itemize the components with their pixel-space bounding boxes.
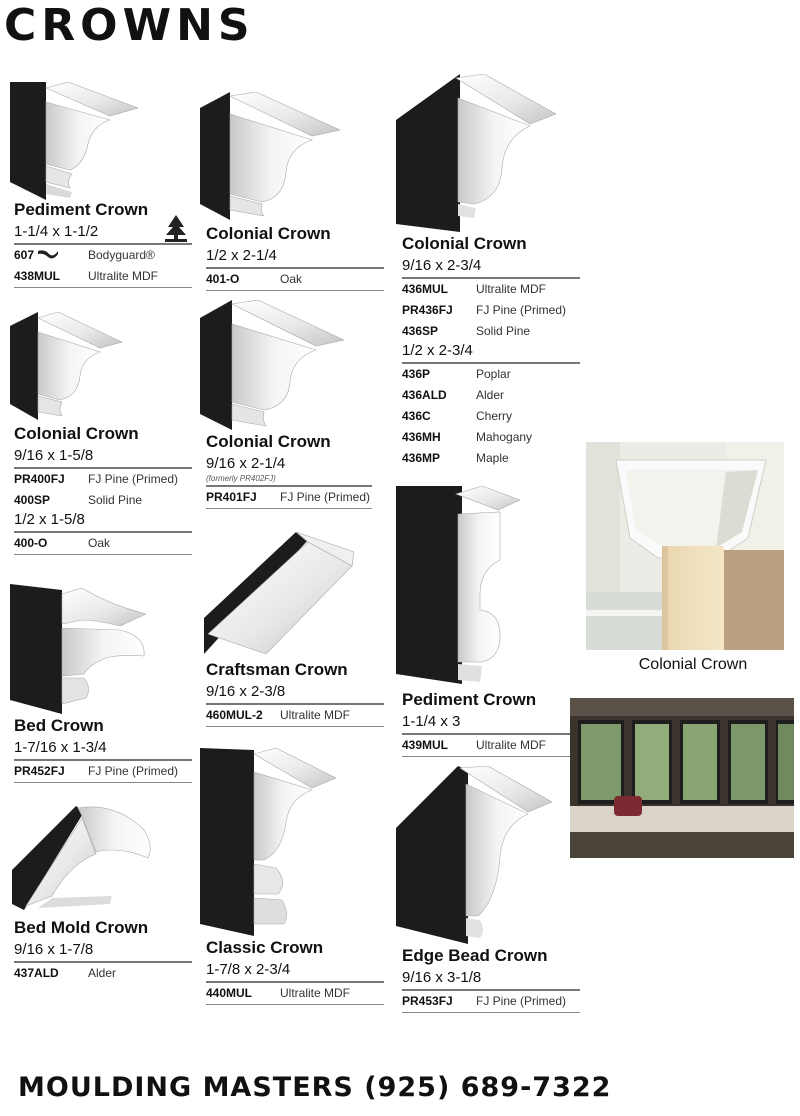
sku-code: 440MUL [206,986,253,1000]
sku-row [14,761,192,783]
sku-code: PR452FJ [14,764,65,778]
product-size: 9/16 x 3-1/8 [402,966,580,991]
sku-code: PR400FJ [14,472,65,486]
sku-material: Ultralite MDF [280,986,351,1000]
sku-material: FJ Pine (Primed) [88,764,179,778]
sku-code: 439MUL [402,738,449,752]
sku-material: Poplar [476,367,511,381]
sku-material: FJ Pine (Primed) [280,490,371,504]
sku-material: Ultralite MDF [280,708,351,722]
sku-material: Alder [88,966,117,980]
sku-row [402,364,580,385]
product-size: 9/16 x 2-3/8 [206,680,384,705]
sku-row [14,490,192,511]
product-note: (formerly PR402FJ) [206,473,372,487]
sku-row [402,735,570,757]
sku-material: Mahogany [476,430,533,444]
product-pediment-crown-1-1-4x3 [402,690,570,757]
sku-code: 401-O [206,272,240,286]
pediment-crown-profile [10,82,140,200]
product-size: 1-7/16 x 1-3/4 [14,736,192,761]
sku-code: 400SP [14,493,51,507]
product-colonial-crown-2-1-4 [206,224,384,291]
product-bed-mold-crown [14,918,192,984]
sku-material: Solid Pine [476,324,531,338]
bodyguard-logo-icon [37,248,59,260]
product-name: Bed Mold Crown [14,918,149,937]
product-size: 9/16 x 1-7/8 [14,938,192,963]
sku-row [206,983,384,1005]
pediment-crown-large-profile [396,486,522,684]
sku-row [402,427,580,448]
sku-material: Maple [476,451,509,465]
craftsman-crown-profile [204,532,354,654]
product-name: Colonial Crown [402,234,527,253]
sku-row [402,279,580,300]
product-bed-crown [14,716,192,783]
sku-code: 436MP [402,451,441,465]
sku-material: Bodyguard® [88,248,155,262]
photo-caption: Colonial Crown [638,656,748,673]
sku-row [14,469,192,490]
sku-code: 438MUL [14,269,61,283]
product-colonial-crown-2-1-4-primed [206,432,372,509]
product-size: 9/16 x 2-1/4 [206,455,286,472]
product-name: Pediment Crown [402,690,537,709]
sku-row [402,991,580,1013]
edge-bead-crown-profile [396,766,554,944]
sku-material: FJ Pine (Primed) [88,472,179,486]
colonial-crown-medium-profile [200,300,346,430]
sku-code: 607 [14,245,88,266]
sku-row [14,245,192,266]
sku-row [206,269,384,291]
product-colonial-crown-2-3-4 [402,234,580,469]
product-pediment-crown [14,200,192,288]
sku-code: 436C [402,409,431,423]
product-name: Edge Bead Crown [402,946,548,965]
sku-code: PR401FJ [206,490,257,504]
sku-row [14,963,192,984]
product-size: 9/16 x 2-3/4 [402,254,580,279]
product-name: Colonial Crown [206,432,331,451]
product-size: 1/2 x 2-1/4 [206,244,384,269]
sku-code: 437ALD [14,966,59,980]
sku-code: 436SP [402,324,439,338]
sku-row [402,406,580,427]
sku-code: 436MH [402,430,441,444]
sku-row [402,321,580,342]
product-name: Pediment Crown [14,200,149,219]
product-name: Craftsman Crown [206,660,348,679]
sku-code: 400-O [14,536,48,550]
sku-code: 436P [402,367,431,381]
sku-row [14,533,192,555]
product-size: 1/2 x 2-3/4 [402,342,580,364]
sku-material: Ultralite MDF [476,282,547,296]
sku-row [206,487,372,509]
colonial-crown-small-profile [10,312,124,420]
sku-material: Cherry [476,409,513,423]
product-name: Colonial Crown [14,424,139,443]
sku-row [206,705,384,727]
sku-material: FJ Pine (Primed) [476,994,567,1008]
bed-mold-crown-profile [12,806,154,910]
product-size: 1-7/8 x 2-3/4 [206,958,384,983]
product-name: Bed Crown [14,716,104,735]
sku-material: Ultralite MDF [88,269,159,283]
sku-row [402,300,580,321]
product-name: Colonial Crown [206,224,331,243]
sku-code: 460MUL-2 [206,708,263,722]
product-craftsman-crown [206,660,384,727]
product-classic-crown [206,938,384,1005]
colonial-crown-large-profile [396,74,558,232]
product-colonial-crown-1-5-8 [14,424,192,555]
bay-window-photo [570,698,794,858]
sku-material: FJ Pine (Primed) [476,303,567,317]
footer-contact: MOULDING MASTERS (925) 689-7322 [18,1072,612,1103]
sku-row [14,266,192,288]
page-title: CROWNS [4,0,255,51]
colonial-crown-photo [586,442,784,650]
classic-crown-profile [200,748,338,936]
sku-material: Ultralite MDF [476,738,547,752]
product-edge-bead-crown [402,946,580,1013]
sku-material: Oak [88,536,111,550]
product-size: 1-1/4 x 3 [402,710,570,735]
product-size: 1/2 x 1-5/8 [14,511,192,533]
sku-row [402,448,580,469]
sku-material: Oak [280,272,303,286]
sku-code: 436MUL [402,282,449,296]
sku-material: Solid Pine [88,493,143,507]
sku-material: Alder [476,388,505,402]
colonial-crown-profile [200,92,342,220]
product-name: Classic Crown [206,938,324,957]
sku-code: PR436FJ [402,303,453,317]
sku-row [402,385,580,406]
bed-crown-profile [10,584,148,714]
product-size: 1-1/4 x 1-1/2 [14,220,192,245]
product-size: 9/16 x 1-5/8 [14,444,192,469]
sku-code: 436ALD [402,388,447,402]
sku-code: PR453FJ [402,994,453,1008]
